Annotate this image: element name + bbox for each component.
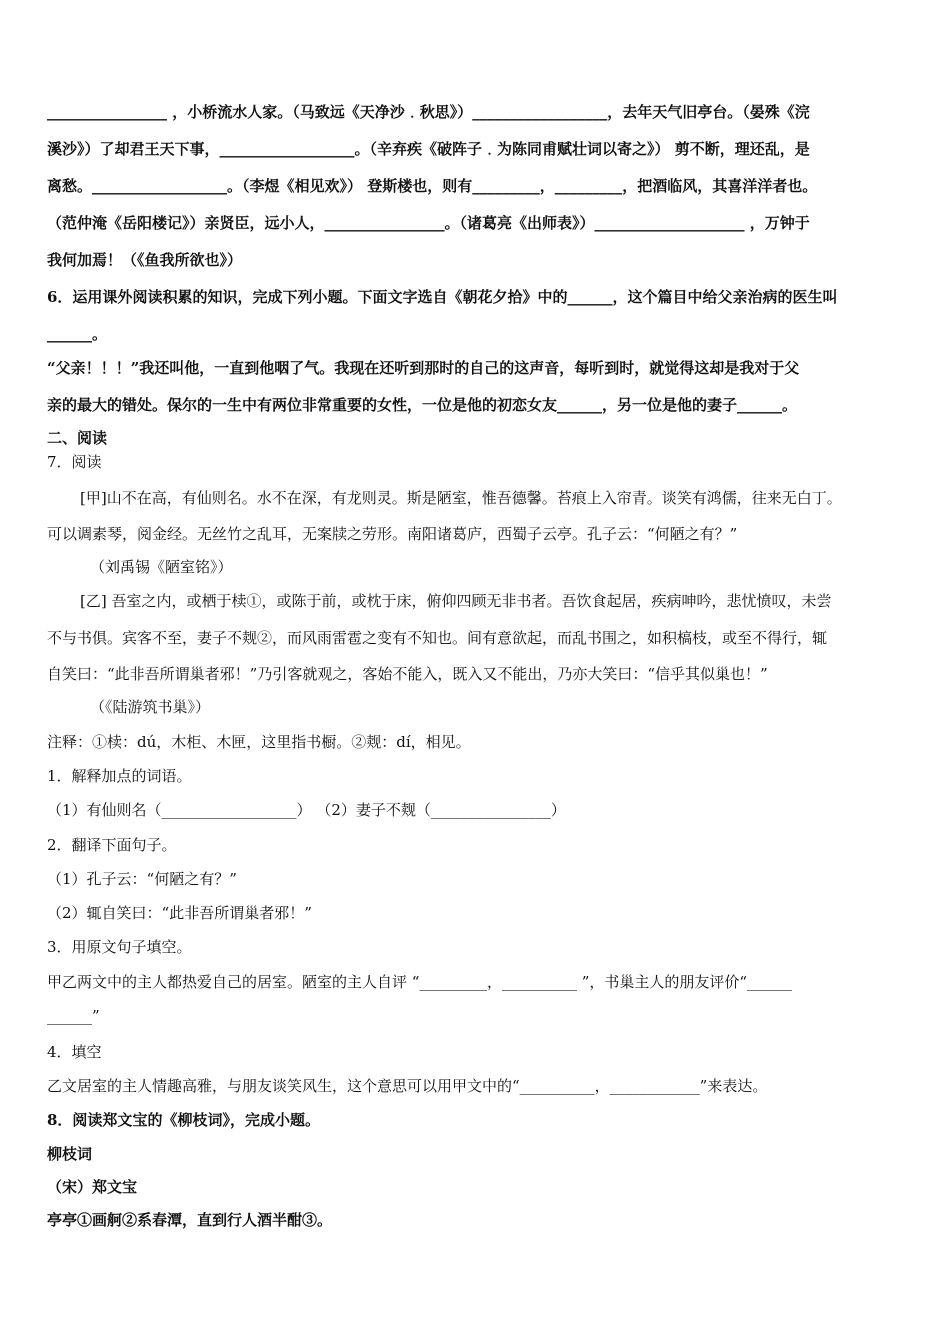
subquestion-4-text: 乙文居室的主人情趣高雅，与朋友谈笑风生，这个意思可以用甲文中的“__________，____________”来表达。 [47,1077,768,1095]
fill-blank-line-2: 溪沙》）了却君王天下事，__________________。（辛弃疾《破阵子﹒为陈同甫赋壮词以寄之》） 剪不断，理还乱，是 [47,140,810,158]
subquestion-1: 1．解释加点的词语。 [47,767,192,785]
passage-jia-line-1: [甲]山不在高，有仙则名。水不在深，有龙则灵。斯是陋室，惟吾德馨。苔痕上入帘青。谈笑有鸿儒，往来无白丁。 [80,489,842,507]
subquestion-3: 3．用原文句子填空。 [47,938,192,956]
subquestion-4: 4．填空 [47,1043,102,1061]
question-6-passage-1: “父亲！！！”我还叫他，一直到他咽了气。我现在还听到那时的自己的这声音，每听到时，就觉得这却是我对于父 [47,359,800,377]
fill-blank-line-4: （范仲淹《岳阳楼记》）亲贤臣，远小人，________________。（诸葛亮《出师表》）____________________ ，万钟于 [47,214,810,232]
fill-blank-line-1: ________________ ，小桥流水人家。（马致远《天净沙﹒秋思》）__________________，去年天气旧亭台。（晏殊《浣 [47,103,810,121]
subquestion-3-text-2: ______” [47,1007,100,1025]
subquestion-2-item-1: （1）孔子云：“何陋之有？” [47,870,237,888]
subquestion-3-text-1: 甲乙两文中的主人都热爱自己的居室。陋室的主人自评 “_________，__________ ”，书巢主人的朋友评价“______ [47,973,793,991]
question-8-prompt: 8．阅读郑文宝的《柳枝词》，完成小题。 [47,1111,320,1129]
subquestion-2-item-2: （2）辄自笑曰：“此非吾所谓巢者邪！” [47,904,312,922]
passage-jia-source: （刘禹锡《陋室铭》） [90,558,233,576]
question-6-prompt-cont: ______。 [47,325,108,343]
question-7-title: 7．阅读 [47,453,102,471]
fill-blank-line-3: 离愁。__________________。（李煜《相见欢》） 登斯楼也，则有_________，_________，把酒临风，其喜洋洋者也。 [47,177,818,195]
passage-yi-line-1: [乙] 吾室之内，或栖于椟①，或陈于前，或枕于床，俯仰四顾无非书者。吾饮食起居，疾病呻吟，悲忧愤叹，未尝 [80,592,832,610]
poem-author: （宋）郑文宝 [47,1178,138,1196]
subquestion-2: 2．翻译下面句子。 [47,836,177,854]
passage-yi-line-3: 自笑曰：“此非吾所谓巢者邪！”乃引客就观之，客始不能入，既入又不能出，乃亦大笑曰：“信乎其似巢也！” [47,665,768,683]
poem-title: 柳枝词 [47,1145,93,1163]
section-heading-reading: 二、阅读 [47,429,108,447]
passage-jia-line-2: 可以调素琴，阅金经。无丝竹之乱耳，无案牍之劳形。南阳诸葛庐，西蜀子云亭。孔子云：“何陋之有？” [47,525,738,543]
poem-line-1: 亭亭①画舸②系春潭，直到行人酒半酣③。 [47,1211,333,1229]
passage-yi-line-2: 不与书俱。宾客不至，妻子不觌②，而风雨雷雹之变有不知也。间有意欲起，而乱书围之，如积槁枝，或至不得行，辄 [47,629,828,647]
passage-yi-source: （《陆游筑书巢》） [90,698,211,716]
question-6-passage-2: 亲的最大的错处。保尔的一生中有两位非常重要的女性，一位是他的初恋女友______，另一位是他的妻子______。 [47,396,798,414]
annotation-line: 注释：①椟：dú，木柜、木匣，这里指书橱。②觌：dí，相见。 [47,733,471,751]
question-6-prompt: 6．运用课外阅读积累的知识，完成下列小题。下面文字选自《朝花夕拾》中的______，这个篇目中给父亲治病的医生叫 [47,288,838,306]
fill-blank-line-5: 我何加焉！（《鱼我所欲也》） [47,251,243,269]
subquestion-1-items: （1）有仙则名（__________________） （2）妻子不觌（________________） [47,801,566,819]
